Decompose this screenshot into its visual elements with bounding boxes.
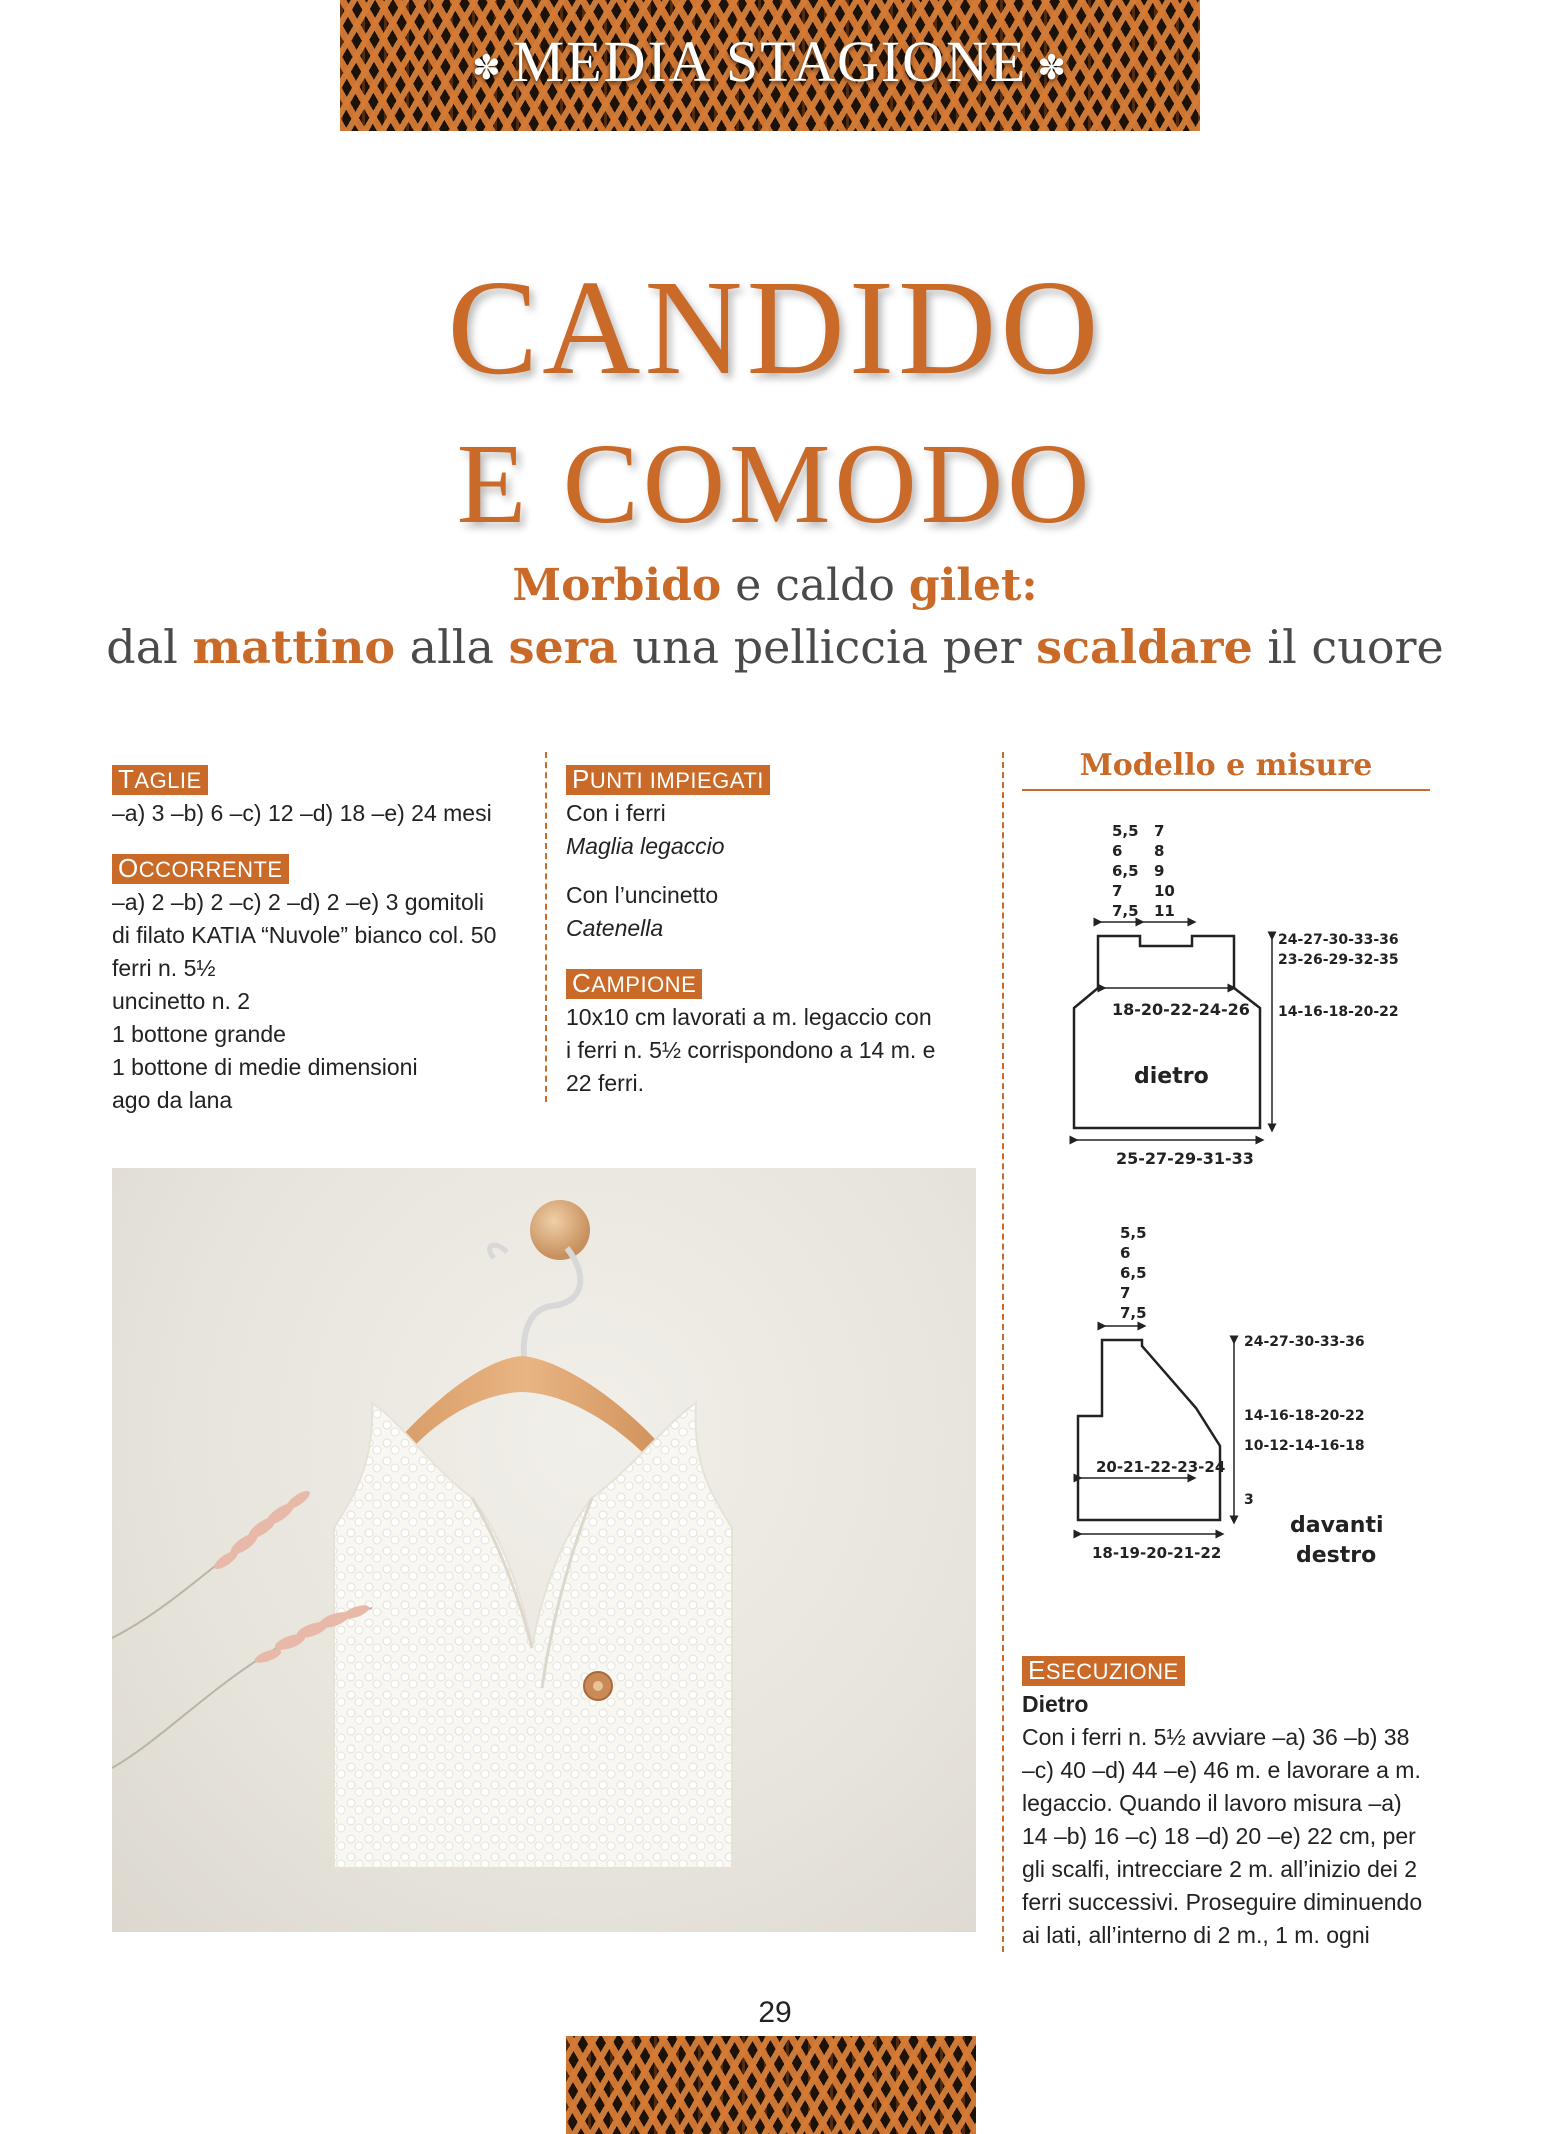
header-band [340,0,1200,131]
back-neck-right: 8 [1154,842,1165,860]
flower-icon: ✽ [1037,49,1068,87]
back-neck-left: 7,5 [1112,902,1139,920]
back-neck-right: 9 [1154,862,1165,880]
subtitle-part: mattino [192,620,396,674]
column-execution [1022,1648,1440,1952]
occorrente-line: ferri n. 5½ [112,955,216,981]
flower-icon: ✽ [472,49,503,87]
schematic-svg [1022,818,1432,1628]
campione-line: 10x10 cm lavorati a m. legaccio con [566,1004,932,1030]
section-label-punti: PUNTI IMPIEGATI [566,765,770,795]
front-armhole-height: 14-16-18-20-22 [1244,1408,1365,1424]
back-neck-left: 7 [1112,882,1123,900]
esecuzione-line: –c) 40 –d) 44 –e) 46 m. e lavorare a m. [1022,1757,1421,1783]
front-width-bottom: 18-19-20-21-22 [1092,1544,1222,1562]
front-shoulder: 6 [1120,1244,1131,1262]
occorrente-line: 1 bottone di medie dimensioni [112,1054,418,1080]
punti-ferri-head: Con i ferri [566,800,666,826]
back-neck-right: 10 [1154,882,1175,900]
subtitle-line1 [0,560,1550,611]
front-label-1: davanti [1290,1513,1384,1538]
page-number: 29 [758,1996,792,2029]
back-label: dietro [1134,1064,1209,1089]
back-width-bottom: 25-27-29-31-33 [1116,1149,1254,1168]
esecuzione-line: 14 –b) 16 –c) 18 –d) 20 –e) 22 cm, per [1022,1823,1416,1849]
punti-ferri-item: Maglia legaccio [566,833,725,859]
back-piece [1074,822,1399,1168]
subtitle-part: scaldare [1036,620,1253,674]
back-side-height: 14-16-18-20-22 [1278,1004,1399,1020]
page-title: CANDIDO [447,253,1103,403]
taglie-text: –a) 3 –b) 6 –c) 12 –d) 18 –e) 24 mesi [112,800,492,826]
back-neck-right: 7 [1154,822,1165,840]
subtitle-part: una pelliccia per [617,620,1037,674]
esecuzione-line: legaccio. Quando il lavoro misura –a) [1022,1790,1402,1816]
front-shoulder: 7,5 [1120,1304,1147,1322]
column-divider [1002,752,1004,1952]
subtitle-part: il cuore [1252,620,1444,674]
schematic-diagrams [1022,818,1432,1633]
section-label-esecuzione: ESECUZIONE [1022,1656,1185,1686]
section-title-text: MEDIA STAGIONE [512,29,1028,94]
section-label-occorrente: OCCORRENTE [112,854,289,884]
section-label-taglie: TAGLIE [112,765,208,795]
front-shoulder: 5,5 [1120,1224,1147,1242]
campione-line: 22 ferri. [566,1070,644,1096]
esecuzione-line: gli scalfi, intrecciare 2 m. all’inizio dei 2 [1022,1856,1417,1882]
punti-uncinetto-item: Catenella [566,915,664,941]
column-divider [545,752,547,1102]
front-shoulder: 6,5 [1120,1264,1147,1282]
front-neck-height: 10-12-14-16-18 [1244,1438,1365,1454]
subtitle-part: alla [395,620,509,674]
front-piece [1078,1224,1384,1568]
back-width-armhole: 18-20-22-24-26 [1112,1000,1250,1019]
front-shoulder: 7 [1120,1284,1131,1302]
front-hem: 3 [1244,1492,1254,1508]
esecuzione-line: ai lati, all’interno di 2 m., 1 m. ogni [1022,1922,1370,1948]
column-stitches [566,757,996,1100]
occorrente-line: –a) 2 –b) 2 –c) 2 –d) 2 –e) 3 gomitoli [112,889,485,915]
back-neck-left: 5,5 [1112,822,1139,840]
model-heading: Modello e misure [1022,748,1430,791]
back-total-height-2: 23-26-29-32-35 [1278,952,1399,968]
occorrente-line: di filato KATIA “Nuvole” bianco col. 50 [112,922,497,948]
subtitle-part: dal [106,620,193,674]
back-neck-right: 11 [1154,902,1175,920]
column-materials [112,757,532,1117]
back-neck-left: 6 [1112,842,1123,860]
punti-uncinetto-head: Con l’uncinetto [566,882,719,908]
front-label-2: destro [1296,1543,1377,1568]
back-neck-left: 6,5 [1112,862,1139,880]
section-label-campione: CAMPIONE [566,969,702,999]
page-title-line2: E COMODO [456,420,1094,547]
subtitle-part: gilet: [908,560,1038,611]
campione-line: i ferri n. 5½ corrispondono a 14 m. e [566,1037,936,1063]
esecuzione-line: Con i ferri n. 5½ avviare –a) 36 –b) 38 [1022,1724,1410,1750]
occorrente-line: 1 bottone grande [112,1021,286,1047]
subtitle-part: Morbido [512,560,722,611]
front-total-height: 24-27-30-33-36 [1244,1334,1365,1350]
vest-illustration [112,1168,976,1932]
occorrente-line: uncinetto n. 2 [112,988,251,1014]
product-photo [112,1168,976,1932]
esecuzione-line: ferri successivi. Proseguire diminuendo [1022,1889,1423,1915]
subtitle-line2 [0,620,1550,674]
occorrente-line: ago da lana [112,1087,233,1113]
esecuzione-subhead: Dietro [1022,1691,1089,1717]
footer-band [566,2036,976,2134]
back-total-height: 24-27-30-33-36 [1278,932,1399,948]
section-title [340,28,1200,95]
subtitle-part: e caldo [721,560,909,611]
subtitle-part: sera [508,620,618,674]
front-width-armhole: 20-21-22-23-24 [1096,1458,1226,1476]
